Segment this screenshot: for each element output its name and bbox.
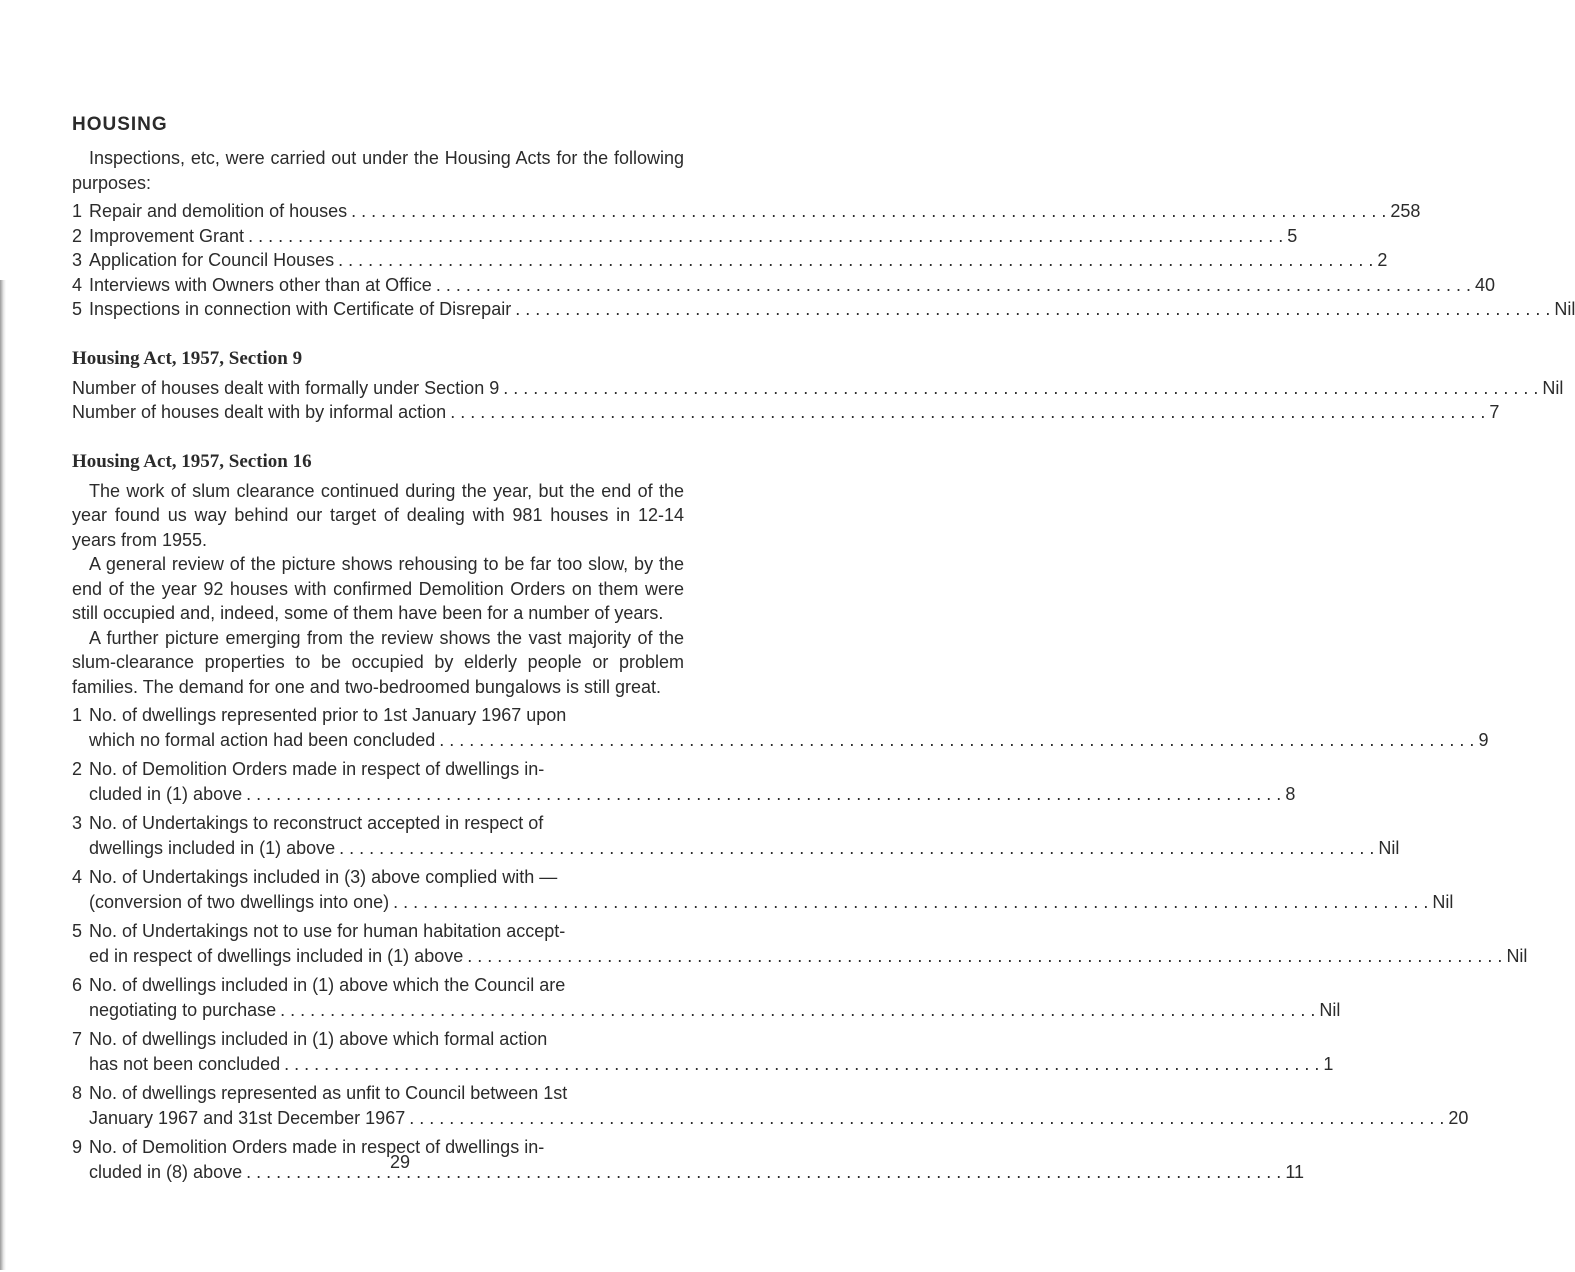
inspection-item: [72, 199, 1421, 224]
section16-paragraph: The work of slum clearance continued during the year, but the end of the year found us way behind our target of dealing with 981 houses in 12-14 years from 1955.: [72, 480, 684, 550]
item-line1: No. of Demolition Orders made in respect of dwellings in-: [89, 759, 545, 779]
row-label: Number of houses dealt with formally under Section 9: [72, 377, 500, 398]
section9-row: [72, 376, 1564, 401]
item-value: 9: [1478, 729, 1489, 750]
leader-dots: [436, 273, 1471, 298]
item-line1: No. of dwellings represented as unfit to Council between 1st: [89, 1083, 568, 1103]
leader-dots: [393, 890, 1428, 915]
item-value: Nil: [1432, 891, 1454, 912]
item-value: Nil: [1554, 299, 1575, 319]
section9-row: [72, 400, 1500, 425]
item-value: 5: [1287, 225, 1298, 246]
item-number: 2: [72, 759, 83, 779]
item-line2: dwellings included in (1) above: [89, 837, 336, 858]
item-number: 6: [72, 975, 83, 995]
intro-paragraph: Inspections, etc, were carried out under the Housing Acts for the following purposes:: [72, 148, 684, 193]
item-value: Nil: [1506, 945, 1528, 966]
page-edge-shadow: [0, 280, 6, 1270]
item-number: 8: [72, 1083, 83, 1103]
item-label: Improvement Grant: [89, 225, 245, 246]
item-value: 8: [1285, 783, 1296, 804]
leader-dots: [515, 297, 1550, 322]
section16-item: [72, 811, 1400, 860]
item-value: 11: [1285, 1161, 1304, 1182]
section16-item: [72, 1081, 1469, 1130]
item-number: 4: [72, 867, 83, 887]
leader-dots: [339, 836, 1374, 861]
row-value: 7: [1489, 402, 1500, 422]
row-label: Number of houses dealt with by informal action: [72, 402, 447, 422]
section9-list: [72, 376, 1564, 425]
row-value: Nil: [1542, 377, 1564, 398]
page-number: 29: [389, 1152, 411, 1172]
item-value: 258: [1390, 201, 1421, 221]
item-line1: No. of dwellings represented prior to 1st January 1967 upon: [89, 705, 567, 725]
item-line2: cluded in (8) above: [89, 1161, 243, 1182]
item-label: Interviews with Owners other than at Office: [89, 274, 432, 295]
leader-dots: [439, 728, 1474, 753]
item-value: 1: [1323, 1053, 1334, 1074]
item-number: 3: [72, 250, 83, 270]
item-line2: has not been concluded: [89, 1053, 281, 1074]
item-label: Application for Council Houses: [89, 250, 335, 270]
item-line1: No. of Undertakings not to use for human habitation accept-: [89, 921, 566, 941]
section16-list: [72, 703, 1528, 1184]
section16-item: [72, 919, 1528, 968]
inspection-item: [72, 273, 1496, 298]
item-number: 5: [72, 299, 83, 319]
leader-dots: [409, 1106, 1444, 1131]
inspections-list: [72, 199, 1575, 322]
item-number: 2: [72, 225, 83, 246]
item-line2: cluded in (1) above: [89, 783, 243, 804]
item-line2: negotiating to purchase: [89, 999, 277, 1020]
item-number: 7: [72, 1029, 83, 1049]
item-value: 2: [1377, 250, 1388, 270]
section16-item: [72, 973, 1341, 1022]
section16-heading: Housing Act, 1957, Section 16: [72, 450, 312, 472]
item-number: 1: [72, 705, 83, 725]
item-value: Nil: [1378, 837, 1400, 858]
leader-dots: [248, 224, 1283, 249]
inspection-item: [72, 248, 1388, 273]
item-number: 9: [72, 1137, 83, 1157]
leader-dots: [503, 376, 1538, 401]
section9-heading: Housing Act, 1957, Section 9: [72, 347, 303, 369]
item-line1: No. of Undertakings included in (3) above complied with —: [89, 867, 558, 887]
item-value: 20: [1448, 1107, 1469, 1128]
leader-dots: [450, 400, 1485, 425]
item-number: 3: [72, 813, 83, 833]
section16-paragraph: A further picture emerging from the review shows the vast majority of the slum-clearance properties to be occupied by elderly people or problem families. The demand for one and two-bedroomed bungalows is still great.: [72, 627, 684, 697]
item-number: 5: [72, 921, 83, 941]
item-line2: (conversion of two dwellings into one): [89, 891, 390, 912]
inspection-item: [72, 224, 1298, 249]
inspection-item: [72, 297, 1575, 322]
section16-paragraph: A general review of the picture shows rehousing to be far too slow, by the end of the year 92 houses with confirmed Demolition Orders on them were still occupied and, indeed, some of them have been for a number of years.: [72, 554, 684, 623]
leader-dots: [338, 248, 1373, 273]
item-line1: No. of Demolition Orders made in respect of dwellings in-: [89, 1137, 545, 1157]
item-line1: No. of Undertakings to reconstruct accepted in respect of: [89, 813, 544, 833]
document-page: [72, 114, 1575, 1189]
leader-dots: [280, 998, 1315, 1023]
leader-dots: [351, 199, 1386, 224]
section16-item: [72, 1027, 1334, 1076]
item-line2: January 1967 and 31st December 1967: [89, 1107, 406, 1128]
item-number: 1: [72, 201, 83, 221]
page-heading: HOUSING: [72, 114, 168, 135]
section16-item: [72, 703, 1489, 752]
item-label: Repair and demolition of houses: [89, 201, 348, 221]
leader-dots: [467, 944, 1502, 969]
item-number: 4: [72, 274, 83, 295]
leader-dots: [246, 782, 1281, 807]
item-line1: No. of dwellings included in (1) above which the Council are: [89, 975, 566, 995]
item-value: Nil: [1319, 999, 1341, 1020]
section16-item: [72, 757, 1296, 806]
item-label: Inspections in connection with Certificate of Disrepair: [89, 299, 512, 319]
item-value: 40: [1475, 274, 1496, 295]
item-line2: ed in respect of dwellings included in (1) above: [89, 945, 464, 966]
leader-dots: [284, 1052, 1319, 1077]
item-line1: No. of dwellings included in (1) above which formal action: [89, 1029, 548, 1049]
item-line2: which no formal action had been concluded: [89, 729, 436, 750]
section16-item: [72, 865, 1454, 914]
